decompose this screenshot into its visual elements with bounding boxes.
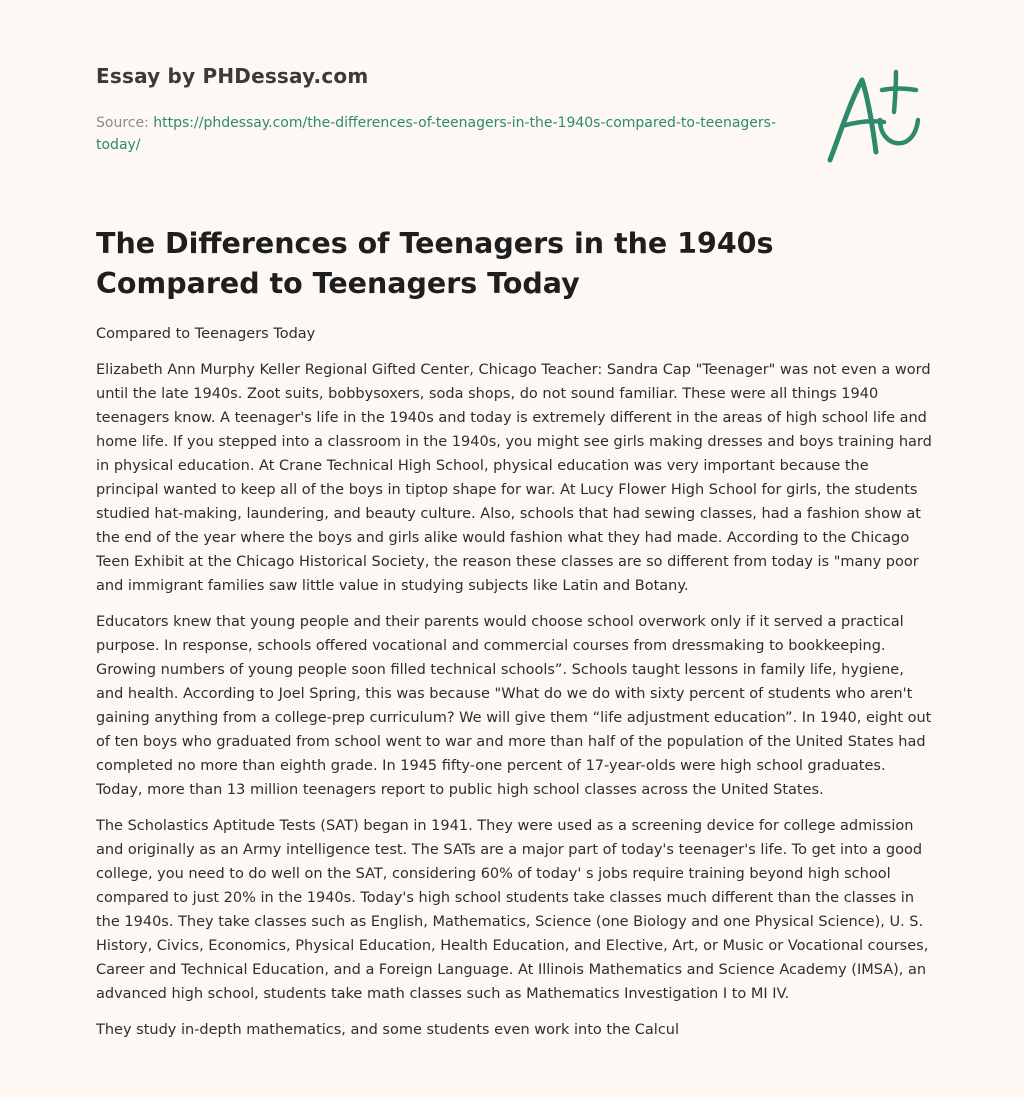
- a-plus-logo-svg: [818, 64, 928, 168]
- essay-body: [96, 322, 932, 1054]
- source-line: [96, 112, 776, 156]
- essay-paragraph: They study in-depth mathematics, and some students even work into the Calcul: [96, 1022, 680, 1038]
- essay-title: The Differences of Teenagers in the 1940s Compared to Teenagers Today: [96, 227, 774, 300]
- site-title: Essay by PHDessay.com: [96, 64, 369, 88]
- essay-paragraph: Elizabeth Ann Murphy Keller Regional Gifted Center, Chicago Teacher: Sandra Cap "Teenager" was not even a word until the late 1940s. Zoot suits, bobbysoxers, soda shops, do not sound familiar. These were all things 1940 teenagers know. A teenager's life in the 1940s and today is extremely different in the areas of high school life and home life. If you stepped into a classroom in the 1940s, you might see girls making dresses and boys training hard in physical education. At Crane Technical High School, physical education was very important because the principal wanted to keep all of the boys in tiptop shape for war. At Lucy Flower High School for girls, the students studied hat-making, laundering, and beauty culture. Also, schools that had sewing classes, had a fashion show at the end of the year where the boys and girls alike would fashion what they had made. According to the Chicago Teen Exhibit at the Chicago Historical Society, the reason these classes are so different from today is "many poor and immigrant families saw little value in studying subjects like Latin and Botany.: [96, 362, 932, 594]
- source-link[interactable]: https://phdessay.com/the-differences-of-teenagers-in-the-1940s-compared-to-teenagers-today/: [96, 115, 777, 153]
- essay-paragraph: Educators knew that young people and their parents would choose school overwork only if it served a practical purpose. In response, schools offered vocational and commercial courses from dressmaking to bookkeeping. Growing numbers of young people soon filled technical schools”. Schools taught lessons in family life, hygiene, and health. According to Joel Spring, this was because "What do we do with sixty percent of students who aren't gaining anything from a college-prep curriculum? We will give them “life adjustment education”. In 1940, eight out of ten boys who graduated from school went to war and more than half of the population of the United States had completed no more than eighth grade. In 1945 fifty-one percent of 17-year-olds were high school graduates. Today, more than 13 million teenagers report to public high school classes across the United States.: [96, 614, 932, 798]
- essay-paragraph: The Scholastics Aptitude Tests (SAT) began in 1941. They were used as a screening device for college admission and originally as an Army intelligence test. The SATs are a major part of today's teenager's life. To get into a good college, you need to do well on the SAT, considering 60% of today' s jobs require training beyond high school compared to just 20% in the 1940s. Today's high school students take classes much different than the classes in the 1940s. They take classes such as English, Mathematics, Science (one Biology and one Physical Science), U. S. History, Civics, Economics, Physical Education, Health Education, and Elective, Art, or Music or Vocational courses, Career and Technical Education, and a Foreign Language. At Illinois Mathematics and Science Academy (IMSA), an advanced high school, students take math classes such as Mathematics Investigation I to MI IV.: [96, 818, 929, 1002]
- essay-subtitle: Compared to Teenagers Today: [96, 326, 316, 342]
- a-plus-grade-icon: [818, 64, 928, 168]
- source-label: Source:: [96, 115, 149, 131]
